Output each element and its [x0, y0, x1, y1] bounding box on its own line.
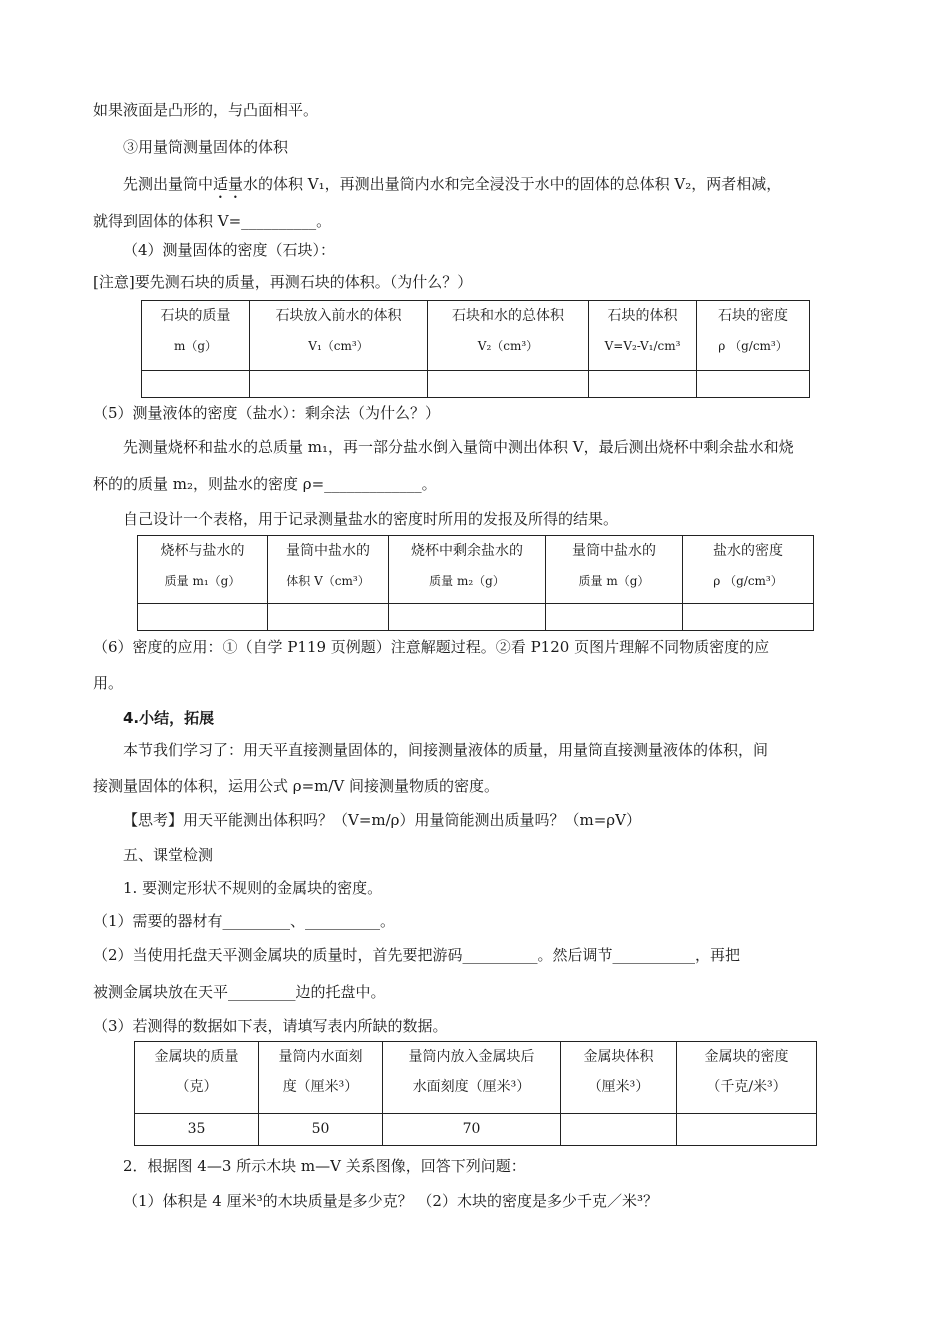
table-cell: 70: [383, 1114, 561, 1146]
section-heading: 五、课堂检测: [123, 846, 214, 864]
table-cell: [589, 371, 697, 398]
header-line: 体积 V（cm³）: [286, 574, 370, 588]
text-line: 杯的的质量 m₂，则盐水的密度 ρ=_____________。: [93, 475, 437, 493]
question-line: （1）需要的器材有_________、__________。: [93, 912, 396, 930]
table-header-cell: [546, 536, 683, 604]
table-cell: [697, 371, 810, 398]
text-part: 水的体积 V₁，再测出量筒内水和完全浸没于水中的固体的总体积 V₂，两者相减，: [243, 175, 782, 193]
table-header-cell: [268, 536, 389, 604]
table-cell: [561, 1114, 677, 1146]
table-header-cell: [677, 1042, 817, 1114]
text-line: （5）测量液体的密度（盐水）：剩余法（为什么？）: [93, 404, 441, 422]
header-line: 石块和水的总体积: [452, 308, 564, 324]
question-line: （2）当使用托盘天平测金属块的质量时，首先要把游码__________。然后调节___________，再把: [93, 946, 741, 964]
text-line: [注意]要先测石块的质量，再测石块的体积。（为什么？）: [93, 273, 473, 291]
text-line: [123, 174, 781, 202]
section-heading: 4.小结，拓展: [123, 709, 215, 727]
text-line: （4）测量固体的密度（石块）：: [123, 241, 336, 259]
header-line: 烧杯与盐水的: [160, 543, 245, 559]
header-line: 度（厘米³）: [282, 1079, 359, 1095]
text-line: 就得到固体的体积 V=__________。: [93, 212, 332, 230]
table-header-cell: [138, 536, 268, 604]
emphasized-text: 适量: [213, 175, 244, 193]
header-line: （厘米³）: [587, 1079, 650, 1095]
text-line: 如果液面是凸形的，与凸面相平。: [93, 101, 319, 119]
header-line: m（g）: [173, 339, 218, 353]
table-cell: [142, 371, 250, 398]
table-header-cell: [250, 301, 428, 371]
table-cell: [546, 604, 683, 631]
question-line: 2．根据图 4—3 所示木块 m—V 关系图像，回答下列问题：: [123, 1157, 526, 1175]
table-cell: [138, 604, 268, 631]
header-line: （克）: [175, 1079, 218, 1095]
header-line: 金属块体积: [583, 1049, 654, 1065]
header-line: V₂（cm³）: [477, 339, 539, 353]
question-line: （3）若测得的数据如下表，请填写表内所缺的数据。: [93, 1017, 448, 1035]
table-header-cell: [389, 536, 546, 604]
header-line: 质量 m₂（g）: [429, 574, 505, 588]
header-line: 金属块的密度: [704, 1049, 789, 1065]
header-line: 质量 m（g）: [578, 574, 650, 588]
table-header-cell: [135, 1042, 259, 1114]
header-line: 量筒中盐水的: [286, 543, 370, 559]
header-line: 量筒内放入金属块后: [408, 1049, 535, 1065]
header-line: 石块的体积: [607, 308, 678, 324]
header-line: （千克/米³）: [706, 1079, 787, 1095]
question-line: 1. 要测定形状不规则的金属块的密度。: [123, 879, 383, 897]
header-line: 盐水的密度: [713, 543, 783, 559]
table-cell: [677, 1114, 817, 1146]
question-line: 被测金属块放在天平_________边的托盘中。: [93, 983, 386, 1001]
header-line: V₁（cm³）: [308, 339, 369, 353]
text-line: 自己设计一个表格，用于记录测量盐水的密度时所用的发报及所得的结果。: [123, 510, 619, 528]
table-header-cell: [589, 301, 697, 371]
table-cell: [268, 604, 389, 631]
saltwater-density-table: [137, 535, 814, 631]
table-cell: [389, 604, 546, 631]
table-header-cell: [561, 1042, 677, 1114]
text-line: 用。: [93, 674, 124, 692]
text-part: 先测出量筒中: [123, 175, 214, 193]
header-line: ρ （g/cm³）: [713, 574, 783, 588]
table-header-cell: [428, 301, 589, 371]
text-line: 【思考】用天平能测出体积吗？（V=m/ρ）用量筒能测出质量吗？（m=ρV）: [123, 811, 641, 829]
table-header-cell: [697, 301, 810, 371]
table-header-cell: [683, 536, 814, 604]
header-line: 质量 m₁（g）: [164, 574, 241, 588]
text-line: 本节我们学习了：用天平直接测量固体的，间接测量液体的质量，用量筒直接测量液体的体积，间: [123, 741, 769, 759]
header-line: 水面刻度（厘米³）: [412, 1079, 531, 1095]
metal-block-table: [134, 1041, 817, 1146]
header-line: 石块的质量: [160, 308, 231, 324]
table-cell: 35: [135, 1114, 259, 1146]
text-line: （6）密度的应用：①（自学 P119 页例题）注意解题过程。②看 P120 页图片理解不同物质密度的应: [93, 638, 770, 656]
table-header-cell: [383, 1042, 561, 1114]
header-line: 石块放入前水的体积: [275, 308, 402, 324]
text-line: 接测量固体的体积，运用公式 ρ=m/V 间接测量物质的密度。: [93, 777, 500, 795]
header-line: 量筒中盐水的: [572, 543, 656, 559]
table-header-cell: [259, 1042, 383, 1114]
header-line: 金属块的质量: [154, 1049, 239, 1065]
text-line: ③用量筒测量固体的体积: [123, 138, 289, 156]
table-cell: 50: [259, 1114, 383, 1146]
header-line: 石块的密度: [718, 308, 788, 324]
table-cell: [428, 371, 589, 398]
header-line: 烧杯中剩余盐水的: [411, 543, 523, 559]
question-line: （1）体积是 4 厘米³的木块质量是多少克？ （2）木块的密度是多少千克／米³？: [123, 1192, 658, 1210]
rock-density-table: [141, 300, 810, 398]
table-cell: [250, 371, 428, 398]
header-line: ρ （g/cm³）: [718, 339, 788, 353]
header-line: 量筒内水面刻: [278, 1049, 363, 1065]
text-line: 先测量烧杯和盐水的总质量 m₁，再一部分盐水倒入量筒中测出体积 V，最后测出烧杯中剩余盐水和烧: [123, 438, 794, 456]
table-header-cell: [142, 301, 250, 371]
table-cell: [683, 604, 814, 631]
header-line: V=V₂-V₁/cm³: [604, 339, 681, 353]
